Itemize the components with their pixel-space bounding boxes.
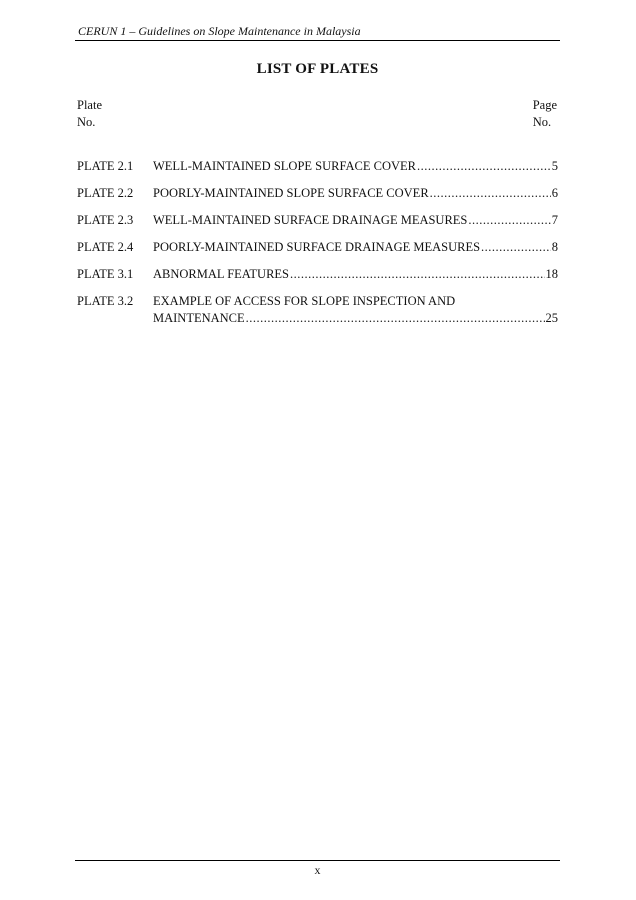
dot-leader (290, 266, 544, 283)
plate-heading-line2: No. (77, 115, 96, 129)
plate-line-first (153, 293, 558, 310)
footer-page-number: x (314, 863, 321, 877)
plate-title-line2: MAINTENANCE (153, 311, 245, 325)
plate-number: PLATE 3.1 (77, 267, 134, 281)
plate-line (153, 239, 558, 256)
plate-page-number: 5 (551, 159, 558, 173)
plate-number: PLATE 2.4 (77, 240, 134, 254)
dot-leader (468, 212, 550, 229)
dot-leader (481, 239, 551, 256)
plate-heading-line1: Plate (77, 98, 102, 112)
plate-entry-2-4[interactable] (77, 239, 558, 256)
plate-title: POORLY-MAINTAINED SURFACE DRAINAGE MEASURES (153, 240, 481, 254)
plate-page-number: 8 (551, 240, 558, 254)
plate-line (153, 185, 558, 202)
header-rule (75, 40, 560, 41)
page-column-heading (533, 97, 557, 131)
plate-line (153, 212, 558, 229)
plate-title: WELL-MAINTAINED SURFACE DRAINAGE MEASURES (153, 213, 468, 227)
plate-entry-body (153, 185, 558, 202)
plate-page-number: 18 (545, 267, 558, 281)
plate-number: PLATE 2.3 (77, 213, 134, 227)
plate-column-heading (77, 97, 102, 131)
plate-entry-2-2[interactable] (77, 185, 558, 202)
plate-title: POORLY-MAINTAINED SLOPE SURFACE COVER (153, 186, 429, 200)
dot-leader (430, 185, 551, 202)
plate-entry-2-1[interactable] (77, 158, 558, 175)
plate-entry-body (153, 266, 558, 283)
plate-entry-3-1[interactable] (77, 266, 558, 283)
plate-number: PLATE 3.2 (77, 294, 134, 308)
plate-page-number: 25 (545, 311, 558, 325)
plate-line-second (153, 310, 558, 327)
plate-title: ABNORMAL FEATURES (153, 267, 290, 281)
plate-line (153, 158, 558, 175)
page-heading-line1: Page (532, 98, 557, 112)
plate-page-number: 7 (551, 213, 558, 227)
plate-title-line1: EXAMPLE OF ACCESS FOR SLOPE INSPECTION AND (153, 294, 456, 308)
plate-entry-body (153, 239, 558, 256)
dot-leader (246, 310, 545, 327)
plate-number: PLATE 2.1 (77, 159, 134, 173)
running-header: CERUN 1 – Guidelines on Slope Maintenance in Malaysia (78, 24, 361, 38)
plate-entry-2-3[interactable] (77, 212, 558, 229)
plate-title: WELL-MAINTAINED SLOPE SURFACE COVER (153, 159, 416, 173)
plate-number: PLATE 2.2 (77, 186, 134, 200)
plate-entry-body (153, 158, 558, 175)
footer-rule (75, 860, 560, 861)
plate-entry-body (153, 293, 558, 327)
dot-leader (417, 158, 551, 175)
plate-entry-3-2[interactable] (77, 293, 558, 327)
page-heading-line2: No. (532, 115, 552, 129)
page-title: LIST OF PLATES (256, 61, 379, 77)
plate-page-number: 6 (551, 186, 558, 200)
plate-entry-body (153, 212, 558, 229)
plate-line (153, 266, 558, 283)
plates-list (77, 158, 558, 337)
